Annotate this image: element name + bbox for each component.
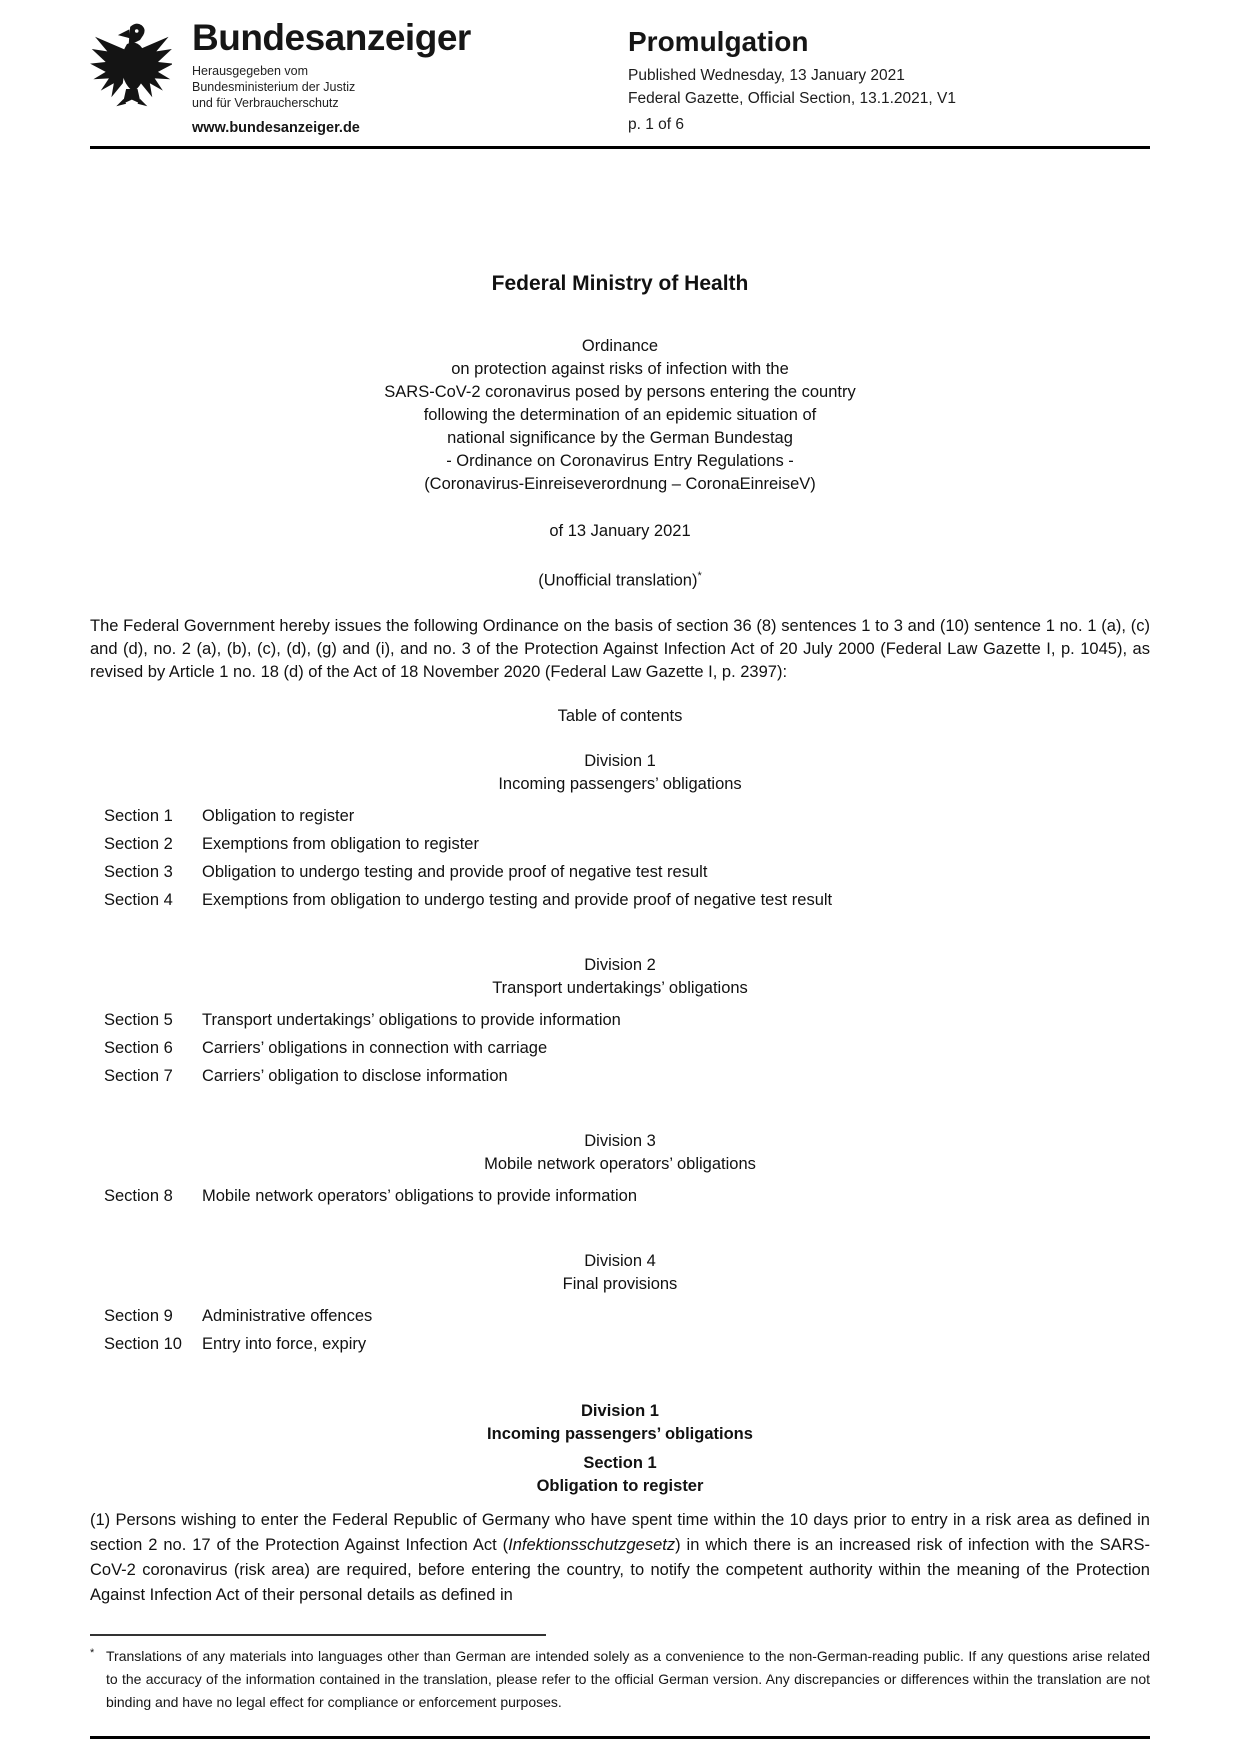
footnote-text: Translations of any materials into languages other than German are intended solely as a convenience to the non-German-reading public. If any questions arise related to the accuracy of the information contained in the translation, please refer to the official German version. Any discrepancies or differences within the translation are not binding and have no legal effect for compliance or enforcement purposes.: [106, 1647, 1150, 1710]
website-url: www.bundesanzeiger.de: [192, 120, 360, 136]
ordinance-title-line-3: SARS-CoV-2 coronavirus posed by persons entering the country: [384, 383, 856, 401]
toc-row-section-2: [90, 830, 1150, 858]
toc-section-text: Exemptions from obligation to undergo testing and provide proof of negative test result: [202, 890, 833, 909]
body-section-heading: [90, 1452, 1150, 1498]
toc-section-label: Section 5: [104, 1010, 173, 1029]
federal-eagle-logo-icon: [90, 22, 172, 121]
toc-section-label: Section 7: [104, 1066, 173, 1085]
page-bottom-rule: [90, 1736, 1150, 1739]
toc-row-section-9: [90, 1302, 1150, 1330]
toc-division-name: Division 1: [584, 751, 656, 770]
toc-section-label: Section 6: [104, 1038, 173, 1057]
toc-row-section-7: [90, 1062, 1150, 1090]
toc-row-section-5: [90, 1006, 1150, 1034]
toc-division-name: Division 4: [584, 1251, 656, 1270]
toc-division-subtitle: Final provisions: [562, 1274, 678, 1293]
ordinance-title-line-2: on protection against risks of infection with the: [451, 360, 789, 378]
published-date-line: Published Wednesday, 13 January 2021: [628, 67, 905, 84]
section1-paragraph-1: [90, 1508, 1150, 1608]
toc-section-rows: [90, 802, 1150, 914]
ministry-title: Federal Ministry of Health: [491, 272, 749, 295]
ordinance-title-line-4: following the determination of an epidemic situation of: [423, 406, 817, 424]
doc-type-heading: Promulgation: [628, 26, 809, 57]
preamble-paragraph: The Federal Government hereby issues the following Ordinance on the basis of section 36 (8) sentences 1 to 3 and (10) sentence 1 no. 1 (a), (c) and (d), no. 2 (a), (b), (c), (d), (g) and (i), and no. 3 of the Protection Against Infection Act of 20 July 2000 (Federal Law Gazette I, p. 1045), as revised by Article 1 no. 18 (d) of the Act of 18 November 2020 (Federal Law Gazette I, p. 2397):: [90, 616, 1150, 681]
paragraph-1-post: ) in which there is an increased risk of infection with the SARS-CoV-2 coronavirus (risk area) are required, before entering the country, to notify the competent authority within the meaning of the Protection Against Infection Act of their personal details as defined in: [90, 1535, 1151, 1604]
toc-section-label: Section 10: [104, 1334, 182, 1353]
ordinance-title-line-5: national significance by the German Bundestag: [447, 429, 793, 447]
footnote-separator-rule: [90, 1634, 546, 1636]
publisher-line-3: und für Verbraucherschutz: [192, 96, 339, 110]
toc-section-text: Administrative offences: [202, 1306, 373, 1325]
toc-section-text: Exemptions from obligation to register: [202, 834, 479, 853]
paragraph-1-italic-term: Infektionsschutzgesetz: [508, 1535, 676, 1554]
toc-section-rows: [90, 1302, 1150, 1358]
toc-row-section-4: [90, 886, 1150, 914]
publisher-line-1: Herausgegeben vom: [192, 64, 309, 78]
toc-section-label: Section 9: [104, 1306, 173, 1325]
publisher-lines: [192, 63, 471, 111]
toc-section-text: Obligation to undergo testing and provide proof of negative test result: [202, 862, 708, 881]
toc-section-label: Section 1: [104, 806, 173, 825]
toc-division-subtitle: Incoming passengers’ obligations: [498, 774, 742, 793]
toc-section-text: Carriers’ obligations in connection with carriage: [202, 1038, 548, 1057]
translation-note: [90, 565, 1150, 593]
ordinance-title-line-1: Ordinance: [581, 337, 659, 355]
translation-note-asterisk: *: [697, 570, 702, 582]
toc-section-text: Obligation to register: [202, 806, 355, 825]
masthead: [90, 18, 1150, 149]
toc-row-section-10: [90, 1330, 1150, 1358]
toc-division-name: Division 2: [584, 955, 656, 974]
translation-note-text: (Unofficial translation): [538, 571, 698, 590]
toc-division-3: [90, 1130, 1150, 1210]
ordinance-title-line-7: (Coronavirus-Einreiseverordnung – CoronaEinreiseV): [424, 475, 816, 493]
toc-title: Table of contents: [557, 706, 683, 725]
body-division-name: Division 1: [581, 1401, 659, 1420]
toc-section-text: Mobile network operators’ obligations to provide information: [202, 1186, 638, 1205]
toc-section-text: Carriers’ obligation to disclose information: [202, 1066, 508, 1085]
ordinance-date-line: of 13 January 2021: [549, 522, 691, 540]
toc-division-2: [90, 954, 1150, 1090]
toc-division-subtitle: Transport undertakings’ obligations: [492, 978, 748, 997]
toc-row-section-3: [90, 858, 1150, 886]
publisher-line-2: Bundesministerium der Justiz: [192, 80, 356, 94]
toc-section-label: Section 2: [104, 834, 173, 853]
ordinance-title-line-6: - Ordinance on Coronavirus Entry Regulations -: [446, 452, 794, 470]
footnote: [90, 1645, 1150, 1714]
toc-row-section-8: [90, 1182, 1150, 1210]
brand-title: Bundesanzeiger: [192, 17, 471, 58]
gazette-section-line: Federal Gazette, Official Section, 13.1.2021, V1: [628, 90, 956, 107]
body-section-name: Section 1: [583, 1453, 657, 1472]
footnote-asterisk: *: [90, 1646, 95, 1659]
toc-section-text: Transport undertakings’ obligations to provide information: [202, 1010, 621, 1029]
toc-row-section-1: [90, 802, 1150, 830]
toc-division-subtitle: Mobile network operators’ obligations: [484, 1154, 756, 1173]
toc-section-label: Section 4: [104, 890, 173, 909]
body-section-subtitle: Obligation to register: [536, 1476, 704, 1495]
body-division-subtitle: Incoming passengers’ obligations: [487, 1424, 753, 1443]
toc-section-rows: [90, 1006, 1150, 1090]
toc-row-section-6: [90, 1034, 1150, 1062]
brand-block: [192, 18, 471, 136]
toc-division-name: Division 3: [584, 1131, 656, 1150]
toc-section-text: Entry into force, expiry: [202, 1334, 367, 1353]
body-division-heading: [90, 1400, 1150, 1446]
masthead-right: [628, 26, 1098, 134]
toc-division-4: [90, 1250, 1150, 1358]
toc-section-rows: [90, 1182, 1150, 1210]
toc-section-label: Section 3: [104, 862, 173, 881]
page-number: p. 1 of 6: [628, 116, 685, 133]
toc-divisions: [90, 750, 1150, 1358]
ordinance-title-block: [90, 335, 1150, 496]
toc-division-1: [90, 750, 1150, 914]
paragraph-1-pre: (1) Persons wishing to enter the Federal Republic of Germany who have spent time within the 10 days prior to entry in a risk area as defined in section 2 no. 17 of the Protection Against Infection Act (: [90, 1510, 1150, 1554]
toc-section-label: Section 8: [104, 1186, 173, 1205]
